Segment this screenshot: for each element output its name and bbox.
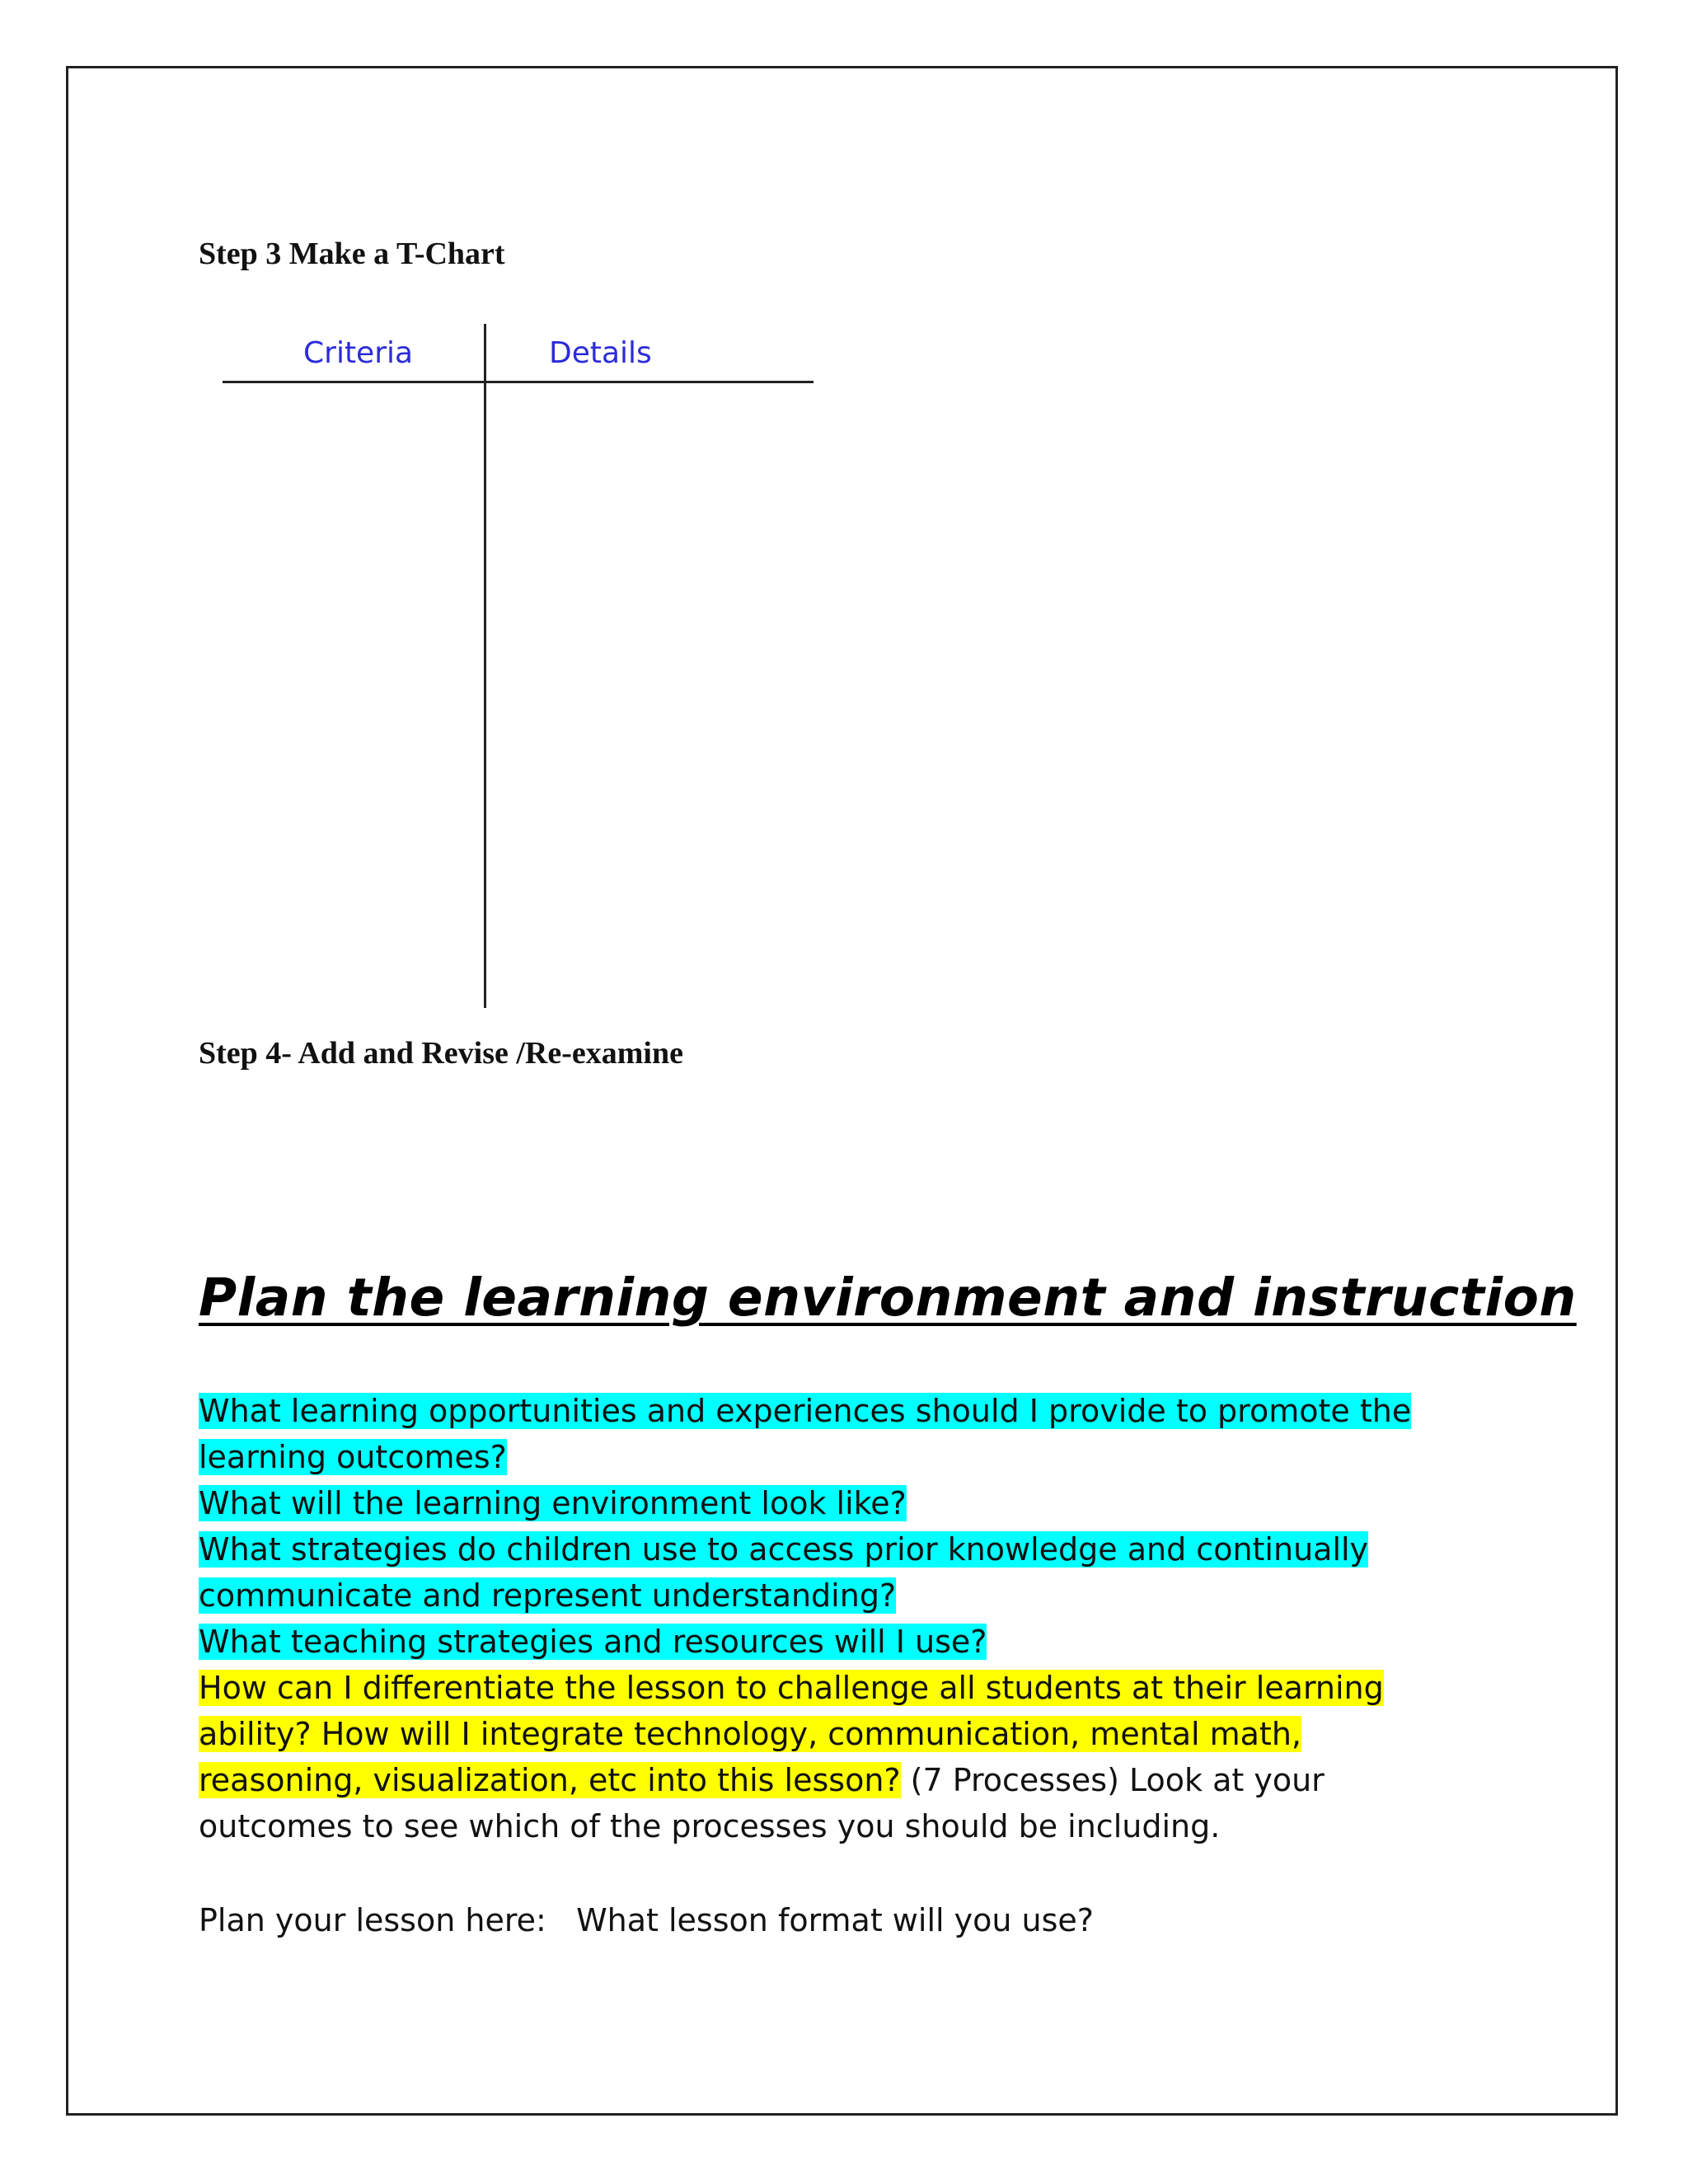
tchart-details-header: Details <box>549 336 652 370</box>
question-prior-knowledge: What strategies do children use to access prior knowledge and continually communicate and represent understanding? <box>199 1531 1369 1614</box>
tchart-vertical-line <box>484 324 486 1008</box>
question-differentiation: How can I differentiate the lesson to challenge all students at their learning ability? How will I integrate technology, communication, mental math, reasoning, visualization, etc into this lesson? <box>199 1670 1384 1798</box>
processes-note: (7 Processes) Look at your outcomes to see which of the processes you should be including. <box>199 1762 1325 1844</box>
section-title: Plan the learning environment and instruction <box>199 1268 1577 1328</box>
plan-label: Plan your lesson here: <box>199 1902 546 1938</box>
plan-question: What lesson format will you use? <box>576 1902 1094 1938</box>
guiding-questions <box>199 1388 1451 1849</box>
question-learning-environment: What will the learning environment look like? <box>199 1485 907 1521</box>
question-teaching-strategies: What teaching strategies and resources will I use? <box>199 1624 987 1660</box>
step4-heading: Step 4- Add and Revise /Re-examine <box>199 1036 683 1071</box>
question-learning-opportunities: What learning opportunities and experiences should I provide to promote the learning outcomes? <box>199 1393 1412 1475</box>
tchart-criteria-header: Criteria <box>303 336 414 370</box>
tchart-horizontal-line <box>223 381 814 383</box>
step3-heading: Step 3 Make a T-Chart <box>199 237 505 271</box>
plan-lesson-line <box>199 1897 1094 1943</box>
